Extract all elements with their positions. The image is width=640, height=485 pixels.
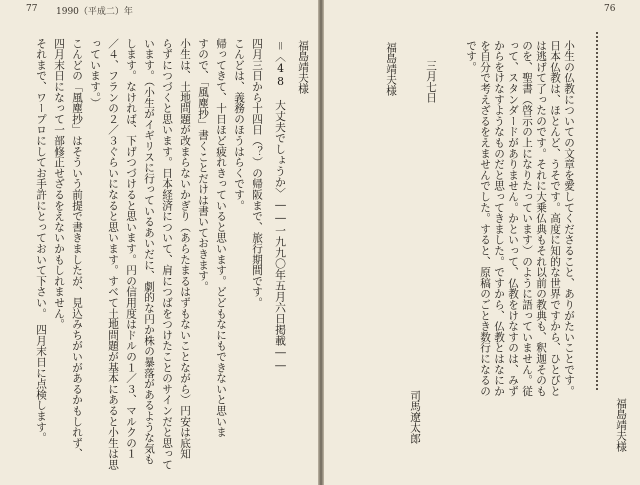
- left-page: [0, 0, 318, 485]
- essay-line: 四月末日になって一部修正せざるをえないかもしれません。: [53, 38, 65, 330]
- essay-line: こんどは、義務のほうはらくです。: [233, 38, 245, 211]
- essay-line: います。（小生がイギリスに行っているあいだに、劇的な円か株の暴落があるような気も: [143, 38, 155, 465]
- right-page: [324, 0, 640, 485]
- left-running-title: 1990（平成二）年: [56, 7, 133, 17]
- letter-date: 三月七日: [425, 60, 437, 104]
- essay-line: します。なければ、下げつづけると思います。円の信用度はドルの１／３、マルクの１: [125, 38, 137, 460]
- essay-line: こんどの「風塵抄」はそういう前提で書きましたが、見込みちがいがあるかもしれず、: [71, 38, 83, 460]
- essay-line: っています。）: [89, 38, 101, 109]
- essay-line: らずにつづくと思います。日本経済について、肩につばをつけたことのサインだと思って: [161, 38, 173, 470]
- right-page-number: 76: [604, 4, 616, 14]
- letter-body: 小生の仏教についての文章を愛してくださること、ありがたいことです。日本仏教は、ほとんど、うそです。高度に知的な世界ですから、ひとびとは逃げて了ったのです。それに大乗仏典もそれ以前の教典も、釈迦そのものを、聖書（啓示の上になりたっています）のように語っていません。従って、スタンダードがありません。かといって、仏教をけなすのは、みずからをけなすようなものだと思ってきました。ですから、仏教とはなにかを自分で考えざるをえませんでした。すると、原稿のごとき数行になるのです。: [465, 40, 575, 397]
- letter-signature: 福島靖夫様: [297, 40, 309, 94]
- essay-line: 四月三日から十四日（？）の帰阪まで、旅行期間です。: [251, 38, 263, 308]
- left-page-number: 77: [26, 4, 38, 14]
- essay-line: それまで、ワープロにしてお手許にとっておいて下さい。 四月末日に点検します。: [35, 38, 47, 444]
- essay-line: 小生は、土地問題が改まらないかぎり（あらたまるはずもないことながら）円安は底知: [179, 38, 191, 460]
- essay-line: ／４、フランの２／３ぐらいになると思います。すべて土地問題が基本にあると小生は思: [107, 38, 119, 470]
- salutation-top: 福島靖夫様: [615, 398, 627, 452]
- essay-line: 帰ってきて、十日ほど疲れきっていると思います。どどもなにもできないと思いま: [215, 38, 227, 438]
- author-name: 司馬遼太郎: [409, 390, 421, 444]
- essay-line: すので、「風塵抄」書くことだけは書いておきます。: [197, 38, 209, 292]
- recipient-name: 福島靖夫様: [385, 42, 397, 96]
- essay-title: ＝〈48 大丈夫でしょうか〉――一九九〇年五月六日掲載――: [274, 40, 287, 373]
- dotted-separator: [596, 32, 598, 390]
